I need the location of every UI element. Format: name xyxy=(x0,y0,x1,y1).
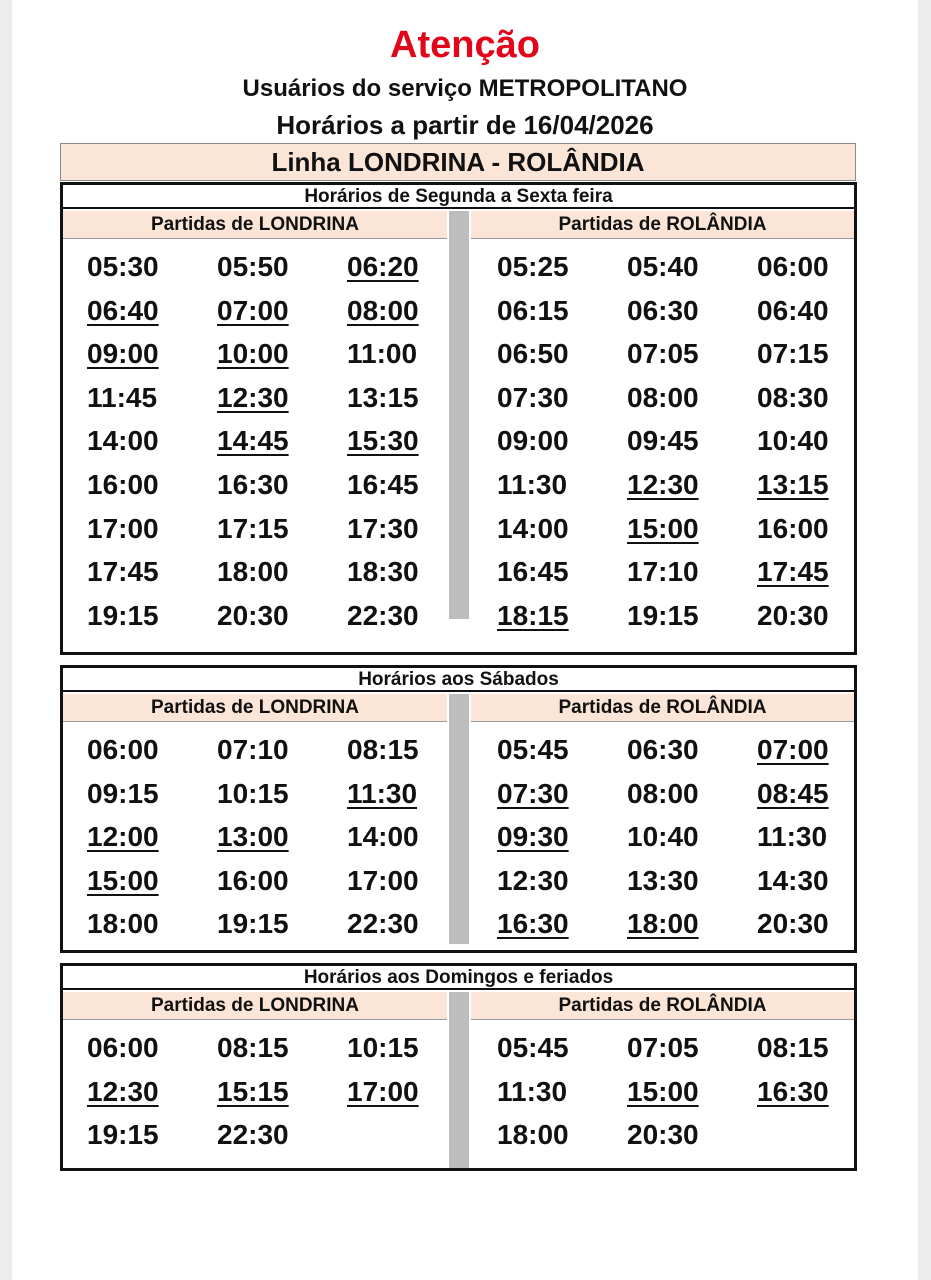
departure-time xyxy=(747,507,877,551)
departure-time xyxy=(617,507,747,551)
departure-time xyxy=(77,1070,207,1114)
departure-time-text: 12:30 xyxy=(87,1075,159,1107)
departure-time xyxy=(487,550,617,594)
departure-time xyxy=(77,419,207,463)
departure-time xyxy=(617,728,747,772)
departure-time-text: 09:00 xyxy=(497,425,569,457)
departure-time xyxy=(207,859,337,903)
departure-time xyxy=(487,463,617,507)
departure-time xyxy=(487,419,617,463)
departure-time-text: 19:15 xyxy=(217,908,289,940)
departure-time-text: 17:45 xyxy=(87,556,159,588)
departure-time xyxy=(77,1113,207,1157)
departure-time xyxy=(747,815,877,859)
departure-time xyxy=(747,376,877,420)
departure-time-text: 08:45 xyxy=(757,777,829,809)
departure-time xyxy=(747,289,877,333)
departure-time-text: 05:30 xyxy=(87,251,159,282)
departure-time-text: 07:10 xyxy=(217,734,289,765)
departure-time-text: 14:00 xyxy=(87,425,159,457)
departure-time xyxy=(747,550,877,594)
departure-time xyxy=(747,772,877,816)
departure-time-text: 18:30 xyxy=(347,556,419,588)
departure-time xyxy=(207,507,337,551)
departure-time xyxy=(487,772,617,816)
departure-time-text: 06:30 xyxy=(627,734,699,765)
departure-time-text: 10:15 xyxy=(217,777,289,809)
departure-time xyxy=(487,815,617,859)
departure-time xyxy=(337,902,467,946)
departure-time-text: 18:00 xyxy=(627,908,699,940)
departure-time xyxy=(617,550,747,594)
departure-time-text: 16:30 xyxy=(757,1075,829,1107)
departure-time-text: 08:15 xyxy=(757,1032,829,1063)
departure-time-text: 05:45 xyxy=(497,1032,569,1063)
departure-time xyxy=(617,594,747,638)
departure-time-text: 08:15 xyxy=(347,734,419,765)
departure-time-text: 17:00 xyxy=(347,864,419,896)
departure-time-text: 08:30 xyxy=(757,381,829,413)
departure-time xyxy=(207,728,337,772)
departure-time xyxy=(337,289,467,333)
departure-time-text: 15:15 xyxy=(217,1075,289,1107)
departure-time-text: 19:15 xyxy=(87,599,159,631)
departure-time xyxy=(77,1026,207,1070)
departure-time-text: 19:15 xyxy=(87,1119,159,1151)
departure-time-text: 05:45 xyxy=(497,734,569,765)
rolandia-times-grid xyxy=(487,245,877,637)
departure-time-text: 18:00 xyxy=(497,1119,569,1151)
departure-time-text: 12:30 xyxy=(627,468,699,500)
departure-time-text: 09:00 xyxy=(87,338,159,370)
departure-time xyxy=(487,1113,617,1157)
departure-time-text: 16:00 xyxy=(757,512,829,544)
departure-time xyxy=(207,463,337,507)
departure-time xyxy=(747,594,877,638)
departure-time-text: 15:30 xyxy=(347,425,419,457)
sunday-holiday-schedule xyxy=(60,963,857,1171)
departure-time xyxy=(207,1070,337,1114)
departure-time xyxy=(337,728,467,772)
departure-time xyxy=(337,1070,467,1114)
departure-time-text: 13:15 xyxy=(347,381,419,413)
departure-time-text: 07:30 xyxy=(497,777,569,809)
departure-time-text: 07:00 xyxy=(757,734,829,765)
departure-time-text: 07:05 xyxy=(627,1032,699,1063)
departure-time-text: 12:30 xyxy=(497,864,569,896)
departure-time-text: 14:30 xyxy=(757,864,829,896)
departure-time xyxy=(487,245,617,289)
departure-time-text: 22:30 xyxy=(347,908,419,940)
departure-time-text: 11:30 xyxy=(757,821,828,853)
departure-time-text: 08:00 xyxy=(627,381,699,413)
departure-time xyxy=(617,245,747,289)
departure-time xyxy=(77,815,207,859)
departure-time-text: 08:15 xyxy=(217,1032,289,1063)
departure-time xyxy=(617,419,747,463)
departure-time xyxy=(77,772,207,816)
departure-time-text: 08:00 xyxy=(347,294,419,326)
departure-time xyxy=(77,550,207,594)
departure-time-text: 08:00 xyxy=(627,777,699,809)
departure-time-text: 16:45 xyxy=(347,468,419,500)
departure-time-text: 16:30 xyxy=(497,908,569,940)
departure-time xyxy=(207,772,337,816)
departure-time xyxy=(77,463,207,507)
departure-time-text: 06:40 xyxy=(757,294,829,326)
departure-time-text: 15:00 xyxy=(627,512,699,544)
departure-time xyxy=(77,902,207,946)
departure-time-text: 06:50 xyxy=(497,338,569,370)
londrina-times-grid xyxy=(77,728,467,946)
departure-time xyxy=(617,772,747,816)
departure-time-text: 14:00 xyxy=(497,512,569,544)
departure-time-text: 09:45 xyxy=(627,425,699,457)
departure-time-text: 09:15 xyxy=(87,777,159,809)
departure-time-text: 17:10 xyxy=(627,556,699,588)
rolandia-times-grid xyxy=(487,728,877,946)
departure-time-text: 05:40 xyxy=(627,251,699,282)
departure-time-text: 17:15 xyxy=(217,512,289,544)
departure-time-text: 10:00 xyxy=(217,338,289,370)
departure-time-text: 07:15 xyxy=(757,338,829,370)
departure-time xyxy=(617,1070,747,1114)
departure-time xyxy=(77,289,207,333)
departure-time-text: 06:40 xyxy=(87,294,159,326)
departure-time-text: 20:30 xyxy=(757,599,829,631)
service-subtitle: Usuários do serviço METROPOLITANO xyxy=(242,75,688,102)
departure-time xyxy=(487,376,617,420)
londrina-departures-header: Partidas de LONDRINA xyxy=(63,992,447,1020)
departure-time-text: 16:00 xyxy=(87,468,159,500)
departure-time xyxy=(617,376,747,420)
departure-time-text: 18:15 xyxy=(497,599,569,631)
departure-time-text: 06:00 xyxy=(87,734,159,765)
departure-time xyxy=(747,728,877,772)
saturday-schedule xyxy=(60,665,857,953)
departure-time xyxy=(337,815,467,859)
departure-time-text: 19:15 xyxy=(627,599,699,631)
departure-time xyxy=(487,289,617,333)
departure-time xyxy=(487,594,617,638)
departure-time xyxy=(617,1113,747,1157)
departure-time-text: 06:20 xyxy=(347,251,419,282)
section-title: Horários aos Sábados xyxy=(63,668,854,692)
departure-time xyxy=(617,289,747,333)
departure-time xyxy=(337,376,467,420)
departure-time xyxy=(207,376,337,420)
londrina-departures-header: Partidas de LONDRINA xyxy=(63,694,447,722)
departure-time xyxy=(207,902,337,946)
departure-time-text: 10:40 xyxy=(627,821,699,853)
departure-time-text: 15:00 xyxy=(87,864,159,896)
departure-time-text: 15:00 xyxy=(627,1075,699,1107)
departure-time xyxy=(747,902,877,946)
londrina-times-grid xyxy=(77,245,467,637)
departure-time-text: 17:00 xyxy=(347,1075,419,1107)
departure-time-text: 12:30 xyxy=(217,381,289,413)
departure-time xyxy=(337,245,467,289)
departure-time xyxy=(207,245,337,289)
rolandia-departures-header: Partidas de ROLÂNDIA xyxy=(471,992,854,1020)
departure-time-text: 20:30 xyxy=(217,599,289,631)
attention-heading: Atenção xyxy=(390,24,540,66)
departure-time xyxy=(77,507,207,551)
departure-time-text: 13:15 xyxy=(757,468,829,500)
departure-time-text: 14:00 xyxy=(347,821,419,853)
section-title: Horários aos Domingos e feriados xyxy=(63,966,854,990)
departure-time-text: 07:30 xyxy=(497,381,569,413)
departure-time-text: 17:30 xyxy=(347,512,419,544)
departure-time xyxy=(207,594,337,638)
departure-time-text: 17:45 xyxy=(757,556,829,588)
departure-time-text: 18:00 xyxy=(217,556,289,588)
rolandia-times-grid xyxy=(487,1026,877,1157)
effective-date: Horários a partir de 16/04/2026 xyxy=(276,110,654,140)
departure-time-text: 13:30 xyxy=(627,864,699,896)
departure-time xyxy=(337,463,467,507)
departure-time-text: 06:15 xyxy=(497,294,569,326)
departure-time xyxy=(77,376,207,420)
departure-time-text: 22:30 xyxy=(347,599,419,631)
departure-time xyxy=(617,332,747,376)
departure-time-text: 22:30 xyxy=(217,1119,289,1151)
departure-time xyxy=(487,1026,617,1070)
departure-time xyxy=(337,332,467,376)
schedule-page xyxy=(12,0,918,1280)
departure-time-text: 06:30 xyxy=(627,294,699,326)
weekday-schedule xyxy=(60,182,857,655)
departure-time xyxy=(207,419,337,463)
departure-time xyxy=(337,419,467,463)
departure-time xyxy=(337,507,467,551)
departure-time-text: 17:00 xyxy=(87,512,159,544)
departure-time-text: 18:00 xyxy=(87,908,159,940)
departure-time-text: 10:40 xyxy=(757,425,829,457)
departure-time xyxy=(487,332,617,376)
rolandia-departures-header: Partidas de ROLÂNDIA xyxy=(471,211,854,239)
line-name-banner: Linha LONDRINA - ROLÂNDIA xyxy=(60,143,856,181)
departure-time xyxy=(207,1026,337,1070)
departure-time xyxy=(617,859,747,903)
londrina-departures-header: Partidas de LONDRINA xyxy=(63,211,447,239)
departure-time xyxy=(77,245,207,289)
departure-time-text: 05:50 xyxy=(217,251,289,282)
departure-time xyxy=(487,902,617,946)
departure-time xyxy=(747,245,877,289)
departure-time xyxy=(337,550,467,594)
departure-time xyxy=(77,859,207,903)
departure-time-text: 12:00 xyxy=(87,821,159,853)
departure-time xyxy=(487,728,617,772)
departure-time xyxy=(207,332,337,376)
departure-time xyxy=(617,902,747,946)
departure-time xyxy=(207,550,337,594)
section-title: Horários de Segunda a Sexta feira xyxy=(63,185,854,209)
departure-time xyxy=(487,1070,617,1114)
departure-time xyxy=(747,1070,877,1114)
departure-time xyxy=(77,594,207,638)
departure-time-text: 11:30 xyxy=(497,1075,568,1107)
departure-time-text: 11:30 xyxy=(497,468,568,500)
departure-time xyxy=(207,289,337,333)
departure-time-text: 07:00 xyxy=(217,294,289,326)
departure-time-text: 05:25 xyxy=(497,251,569,282)
departure-time xyxy=(617,1026,747,1070)
departure-time-text: 16:00 xyxy=(217,864,289,896)
departure-time-text: 09:30 xyxy=(497,821,569,853)
departure-time xyxy=(77,332,207,376)
departure-time xyxy=(487,859,617,903)
departure-time-text: 11:45 xyxy=(87,381,158,413)
departure-time xyxy=(617,463,747,507)
departure-time xyxy=(747,1026,877,1070)
departure-time-text: 11:30 xyxy=(347,777,418,809)
departure-time-text: 06:00 xyxy=(87,1032,159,1063)
departure-time xyxy=(207,1113,337,1157)
departure-time-text: 10:15 xyxy=(347,1032,419,1063)
departure-time xyxy=(337,859,467,903)
departure-time-text: 13:00 xyxy=(217,821,289,853)
departure-time xyxy=(747,859,877,903)
departure-time xyxy=(337,594,467,638)
departure-time-text: 14:45 xyxy=(217,425,289,457)
departure-time-text: 20:30 xyxy=(627,1119,699,1151)
departure-time xyxy=(747,463,877,507)
departure-time xyxy=(207,815,337,859)
departure-time-text: 11:00 xyxy=(347,338,418,370)
departure-time-text: 20:30 xyxy=(757,908,829,940)
departure-time-text: 16:45 xyxy=(497,556,569,588)
londrina-times-grid xyxy=(77,1026,467,1157)
rolandia-departures-header: Partidas de ROLÂNDIA xyxy=(471,694,854,722)
departure-time-text: 16:30 xyxy=(217,468,289,500)
departure-time xyxy=(747,332,877,376)
departure-time xyxy=(747,419,877,463)
departure-time xyxy=(617,815,747,859)
departure-time-text: 07:05 xyxy=(627,338,699,370)
departure-time xyxy=(487,507,617,551)
departure-time xyxy=(337,1026,467,1070)
departure-time xyxy=(77,728,207,772)
departure-time xyxy=(337,772,467,816)
departure-time-text: 06:00 xyxy=(757,251,829,282)
